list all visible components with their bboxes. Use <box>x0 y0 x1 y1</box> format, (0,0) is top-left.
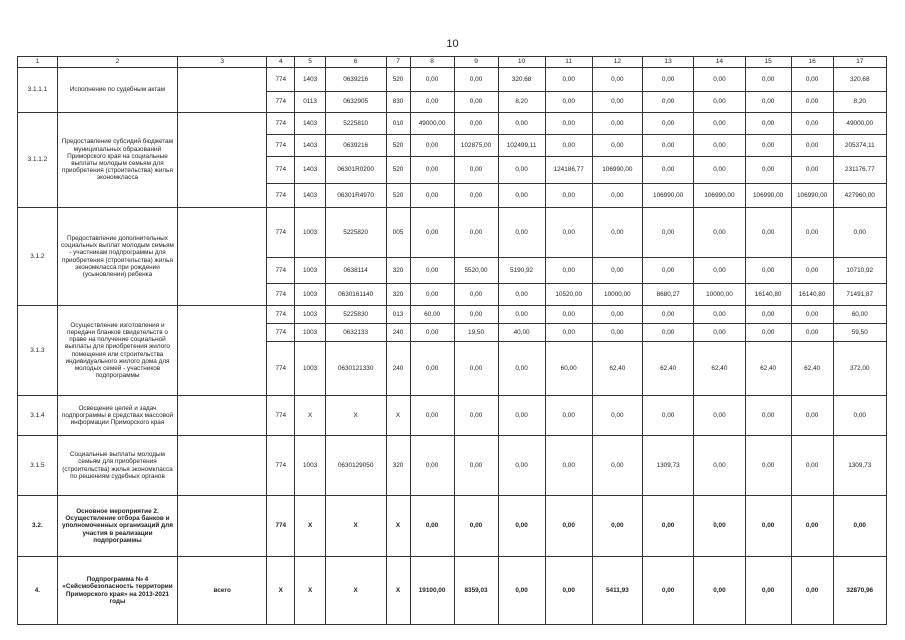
row-name: Предоставление субсидий бюджетам муниципальных образований Приморского края на социальные выплаты молодым семьям для приобретения (строительства) жилья экономкласса <box>57 113 177 208</box>
value-cell: 1003 <box>295 436 325 496</box>
value-cell: 774 <box>267 113 295 135</box>
value-cell: 240 <box>386 324 410 342</box>
row-name: Освещение целей и задач подпрограммы в средствах массовой информации Приморского края <box>57 396 177 436</box>
value-cell: 0,00 <box>545 68 592 92</box>
value-cell: 5520,00 <box>454 258 498 284</box>
value-cell: 19100,00 <box>410 557 454 625</box>
value-cell: 0632905 <box>325 92 386 113</box>
value-cell: X <box>295 557 325 625</box>
value-cell: 06301R4970 <box>325 184 386 208</box>
row-code: 3.1.1.1 <box>18 68 58 113</box>
row-source <box>178 436 267 496</box>
row-name: Социальные выплаты молодым семьям для приобретения (строительства) жилья экономкласса по решениям судебных органов <box>57 436 177 496</box>
value-cell: 0,00 <box>791 324 833 342</box>
row-code: 4. <box>18 557 58 625</box>
value-cell: 520 <box>386 157 410 184</box>
value-cell: 71491,87 <box>833 284 886 306</box>
value-cell: 5225820 <box>325 208 386 258</box>
header-cell: 8 <box>410 57 454 68</box>
value-cell: X <box>295 396 325 436</box>
value-cell: 0,00 <box>545 184 592 208</box>
value-cell: 005 <box>386 208 410 258</box>
value-cell: 1309,73 <box>642 436 693 496</box>
value-cell: 10000,00 <box>694 284 745 306</box>
table-row <box>18 113 887 135</box>
value-cell: 1403 <box>295 184 325 208</box>
value-cell: 0,00 <box>791 68 833 92</box>
value-cell: 5225810 <box>325 113 386 135</box>
value-cell: 102875,00 <box>454 135 498 157</box>
value-cell: 0,00 <box>410 92 454 113</box>
value-cell: 5411,93 <box>592 557 642 625</box>
value-cell: 0,00 <box>791 157 833 184</box>
value-cell: 774 <box>267 324 295 342</box>
value-cell: 0,00 <box>745 135 791 157</box>
value-cell: 0,00 <box>642 396 693 436</box>
value-cell: 0639216 <box>325 68 386 92</box>
row-source <box>178 306 267 396</box>
row-source <box>178 113 267 208</box>
row-name: Предоставление дополнительных социальных выплат молодым семьям - участникам подпрограммы для приобретения (строительства) жилья экономкласса при рождении (усыновлении) ребенка <box>57 208 177 306</box>
value-cell: 205374,11 <box>833 135 886 157</box>
value-cell: 0,00 <box>498 208 545 258</box>
row-code: 3.1.4 <box>18 396 58 436</box>
value-cell: X <box>295 496 325 557</box>
value-cell: 0638114 <box>325 258 386 284</box>
value-cell: 0,00 <box>745 436 791 496</box>
value-cell: 0,00 <box>745 208 791 258</box>
value-cell: 06301R0200 <box>325 157 386 184</box>
value-cell: 32870,96 <box>833 557 886 625</box>
value-cell: 0,00 <box>545 496 592 557</box>
value-cell: 0630161140 <box>325 284 386 306</box>
header-cell: 7 <box>386 57 410 68</box>
value-cell: 830 <box>386 92 410 113</box>
header-cell: 9 <box>454 57 498 68</box>
value-cell: 0,00 <box>694 157 745 184</box>
header-cell: 15 <box>745 57 791 68</box>
value-cell: 0,00 <box>410 436 454 496</box>
value-cell: 0,00 <box>833 208 886 258</box>
value-cell: 0,00 <box>745 396 791 436</box>
value-cell: 0,00 <box>791 496 833 557</box>
value-cell: 0,00 <box>410 208 454 258</box>
value-cell: 1003 <box>295 208 325 258</box>
value-cell: 40,00 <box>498 324 545 342</box>
value-cell: 427960,00 <box>833 184 886 208</box>
header-cell: 17 <box>833 57 886 68</box>
value-cell: X <box>325 496 386 557</box>
header-cell: 10 <box>498 57 545 68</box>
table-row <box>18 496 887 557</box>
value-cell: 774 <box>267 284 295 306</box>
value-cell: 0,00 <box>592 496 642 557</box>
row-source <box>178 208 267 306</box>
value-cell: 0,00 <box>498 157 545 184</box>
value-cell: 0,00 <box>454 342 498 396</box>
value-cell: 0,00 <box>791 436 833 496</box>
value-cell: 62,40 <box>745 342 791 396</box>
value-cell: 0,00 <box>791 135 833 157</box>
value-cell: 1003 <box>295 284 325 306</box>
value-cell: 16140,80 <box>745 284 791 306</box>
value-cell: 0,00 <box>592 396 642 436</box>
value-cell: 0,00 <box>454 208 498 258</box>
value-cell: 520 <box>386 184 410 208</box>
value-cell: 0,00 <box>642 135 693 157</box>
value-cell: 1403 <box>295 113 325 135</box>
value-cell: 0,00 <box>642 557 693 625</box>
row-code: 3.2. <box>18 496 58 557</box>
value-cell: 0,00 <box>745 258 791 284</box>
value-cell: 0,00 <box>694 258 745 284</box>
value-cell: 1403 <box>295 68 325 92</box>
value-cell: 0630121330 <box>325 342 386 396</box>
value-cell: 0,00 <box>642 157 693 184</box>
value-cell: 10000,00 <box>592 284 642 306</box>
value-cell: 372,00 <box>833 342 886 396</box>
value-cell: 774 <box>267 157 295 184</box>
value-cell: 0,00 <box>498 306 545 324</box>
value-cell: 106990,00 <box>694 184 745 208</box>
header-cell: 16 <box>791 57 833 68</box>
value-cell: 106990,00 <box>592 157 642 184</box>
value-cell: 0,00 <box>410 496 454 557</box>
value-cell: 0,00 <box>642 208 693 258</box>
value-cell: 0639216 <box>325 135 386 157</box>
value-cell: 1309,73 <box>833 436 886 496</box>
value-cell: 0,00 <box>791 306 833 324</box>
value-cell: 774 <box>267 135 295 157</box>
value-cell: 0,00 <box>694 306 745 324</box>
value-cell: 0,00 <box>745 157 791 184</box>
value-cell: 0,00 <box>410 258 454 284</box>
value-cell: 62,40 <box>642 342 693 396</box>
header-cell: 2 <box>57 57 177 68</box>
value-cell: 62,40 <box>592 342 642 396</box>
row-code: 3.1.1.2 <box>18 113 58 208</box>
value-cell: 0,00 <box>410 157 454 184</box>
value-cell: 0,00 <box>592 258 642 284</box>
value-cell: 774 <box>267 436 295 496</box>
value-cell: 520 <box>386 135 410 157</box>
value-cell: 774 <box>267 496 295 557</box>
row-name: Осуществление изготовления и передачи бланков свидетельств о праве на получение социальной выплаты для приобретения жилого помещения или строительства индивидуального жилого дома для молодых семей - участников подпрограммы <box>57 306 177 396</box>
value-cell: 0,00 <box>833 396 886 436</box>
table-body <box>18 57 887 625</box>
value-cell: 0,00 <box>642 68 693 92</box>
value-cell: 0,00 <box>592 436 642 496</box>
value-cell: 0,00 <box>833 496 886 557</box>
value-cell: 774 <box>267 258 295 284</box>
value-cell: 774 <box>267 306 295 324</box>
table-row <box>18 557 887 625</box>
budget-table <box>17 56 887 625</box>
value-cell: 0,00 <box>694 135 745 157</box>
value-cell: 0,00 <box>791 113 833 135</box>
value-cell: 0,00 <box>498 557 545 625</box>
value-cell: 0,00 <box>545 113 592 135</box>
table-row <box>18 396 887 436</box>
value-cell: 0,00 <box>410 284 454 306</box>
header-cell: 13 <box>642 57 693 68</box>
row-source <box>178 68 267 113</box>
value-cell: 0,00 <box>498 342 545 396</box>
value-cell: 0,00 <box>410 396 454 436</box>
value-cell: 240 <box>386 342 410 396</box>
header-cell: 12 <box>592 57 642 68</box>
value-cell: 0630129050 <box>325 436 386 496</box>
table-row <box>18 436 887 496</box>
value-cell: 0,00 <box>410 342 454 396</box>
value-cell: X <box>386 496 410 557</box>
value-cell: 0,00 <box>454 184 498 208</box>
value-cell: 0,00 <box>454 396 498 436</box>
value-cell: 320,68 <box>833 68 886 92</box>
value-cell: 0,00 <box>545 92 592 113</box>
value-cell: 0,00 <box>592 306 642 324</box>
value-cell: 774 <box>267 342 295 396</box>
value-cell: 0,00 <box>745 92 791 113</box>
value-cell: 013 <box>386 306 410 324</box>
value-cell: 0,00 <box>592 92 642 113</box>
value-cell: 0,00 <box>745 68 791 92</box>
value-cell: 320 <box>386 258 410 284</box>
value-cell: 0,00 <box>745 557 791 625</box>
value-cell: 16140,80 <box>791 284 833 306</box>
table-row <box>18 306 887 324</box>
value-cell: 774 <box>267 396 295 436</box>
value-cell: 0,00 <box>498 184 545 208</box>
value-cell: 8680,27 <box>642 284 693 306</box>
value-cell: 1403 <box>295 135 325 157</box>
value-cell: 0,00 <box>791 92 833 113</box>
header-cell: 1 <box>18 57 58 68</box>
value-cell: 0,00 <box>694 92 745 113</box>
value-cell: 49000,00 <box>410 113 454 135</box>
value-cell: 124186,77 <box>545 157 592 184</box>
value-cell: 106990,00 <box>745 184 791 208</box>
row-source <box>178 396 267 436</box>
row-code: 3.1.2 <box>18 208 58 306</box>
value-cell: 0,00 <box>592 135 642 157</box>
value-cell: 60,00 <box>545 342 592 396</box>
value-cell: 0,00 <box>642 306 693 324</box>
value-cell: 1003 <box>295 306 325 324</box>
header-cell: 3 <box>178 57 267 68</box>
value-cell: 0,00 <box>454 284 498 306</box>
value-cell: 0,00 <box>642 324 693 342</box>
value-cell: 0,00 <box>694 396 745 436</box>
value-cell: 0,00 <box>498 396 545 436</box>
value-cell: 106990,00 <box>791 184 833 208</box>
value-cell: 774 <box>267 92 295 113</box>
row-name: Основное мероприятие 2. Осуществление отбора банков и уполномоченных организаций для участия в реализации подпрограммы <box>57 496 177 557</box>
row-code: 3.1.3 <box>18 306 58 396</box>
value-cell: 1003 <box>295 324 325 342</box>
value-cell: 0,00 <box>545 208 592 258</box>
value-cell: 0,00 <box>592 68 642 92</box>
header-row <box>18 57 887 68</box>
value-cell: 0,00 <box>410 184 454 208</box>
value-cell: 0,00 <box>454 113 498 135</box>
value-cell: 774 <box>267 184 295 208</box>
value-cell: 0,00 <box>791 396 833 436</box>
value-cell: 10710,92 <box>833 258 886 284</box>
row-name: Подпрограмма № 4 «Сейсмобезопасность территории Приморского края» на 2013-2021 годы <box>57 557 177 625</box>
value-cell: 0,00 <box>454 68 498 92</box>
row-source <box>178 496 267 557</box>
row-code: 3.1.5 <box>18 436 58 496</box>
value-cell: 320 <box>386 436 410 496</box>
value-cell: 0,00 <box>694 113 745 135</box>
value-cell: 774 <box>267 68 295 92</box>
value-cell: 0,00 <box>694 557 745 625</box>
value-cell: 0,00 <box>745 113 791 135</box>
value-cell: 0,00 <box>454 436 498 496</box>
value-cell: 0,00 <box>642 113 693 135</box>
value-cell: 0,00 <box>454 92 498 113</box>
table-row <box>18 68 887 92</box>
value-cell: 0,00 <box>545 258 592 284</box>
value-cell: 19,50 <box>454 324 498 342</box>
value-cell: 1403 <box>295 157 325 184</box>
value-cell: 49000,00 <box>833 113 886 135</box>
value-cell: 0,00 <box>694 208 745 258</box>
value-cell: 0,00 <box>498 113 545 135</box>
value-cell: 0,00 <box>642 496 693 557</box>
value-cell: 8,20 <box>498 92 545 113</box>
value-cell: 010 <box>386 113 410 135</box>
value-cell: 0,00 <box>694 436 745 496</box>
value-cell: 0,00 <box>745 306 791 324</box>
value-cell: 0113 <box>295 92 325 113</box>
value-cell: 0,00 <box>545 135 592 157</box>
value-cell: 0,00 <box>498 496 545 557</box>
value-cell: 0,00 <box>592 324 642 342</box>
value-cell: 8359,03 <box>454 557 498 625</box>
value-cell: 5190,92 <box>498 258 545 284</box>
value-cell: X <box>325 557 386 625</box>
header-cell: 14 <box>694 57 745 68</box>
value-cell: 59,50 <box>833 324 886 342</box>
value-cell: 0,00 <box>791 557 833 625</box>
value-cell: 0,00 <box>410 68 454 92</box>
value-cell: 0,00 <box>545 306 592 324</box>
value-cell: 0,00 <box>454 496 498 557</box>
value-cell: 62,40 <box>791 342 833 396</box>
value-cell: 0,00 <box>694 496 745 557</box>
value-cell: 102499,11 <box>498 135 545 157</box>
value-cell: 320,68 <box>498 68 545 92</box>
value-cell: 1003 <box>295 258 325 284</box>
value-cell: 0,00 <box>745 324 791 342</box>
value-cell: 0,00 <box>410 324 454 342</box>
value-cell: 0,00 <box>545 557 592 625</box>
header-cell: 5 <box>295 57 325 68</box>
value-cell: X <box>386 557 410 625</box>
value-cell: 0,00 <box>642 258 693 284</box>
value-cell: 0,00 <box>545 324 592 342</box>
value-cell: 0,00 <box>545 396 592 436</box>
value-cell: 8,20 <box>833 92 886 113</box>
value-cell: 320 <box>386 284 410 306</box>
value-cell: 774 <box>267 208 295 258</box>
value-cell: 0,00 <box>410 135 454 157</box>
value-cell: 62,40 <box>694 342 745 396</box>
value-cell: 0632133 <box>325 324 386 342</box>
value-cell: 0,00 <box>592 113 642 135</box>
value-cell: 0,00 <box>592 208 642 258</box>
value-cell: 10520,00 <box>545 284 592 306</box>
header-cell: 11 <box>545 57 592 68</box>
value-cell: 0,00 <box>642 92 693 113</box>
value-cell: 0,00 <box>791 208 833 258</box>
value-cell: 0,00 <box>498 284 545 306</box>
header-cell: 6 <box>325 57 386 68</box>
row-source: всего <box>178 557 267 625</box>
value-cell: 0,00 <box>694 68 745 92</box>
header-cell: 4 <box>267 57 295 68</box>
value-cell: X <box>267 557 295 625</box>
row-name: Исполнение по судебным актам <box>57 68 177 113</box>
value-cell: 0,00 <box>592 184 642 208</box>
value-cell: 0,00 <box>745 496 791 557</box>
value-cell: 520 <box>386 68 410 92</box>
value-cell: X <box>325 396 386 436</box>
value-cell: 0,00 <box>498 436 545 496</box>
value-cell: 60,00 <box>410 306 454 324</box>
value-cell: 5225830 <box>325 306 386 324</box>
value-cell: 0,00 <box>694 324 745 342</box>
value-cell: 0,00 <box>545 436 592 496</box>
value-cell: 1003 <box>295 342 325 396</box>
value-cell: 0,00 <box>454 157 498 184</box>
value-cell: 60,00 <box>833 306 886 324</box>
page-number: 10 <box>446 38 459 50</box>
value-cell: 231176,77 <box>833 157 886 184</box>
value-cell: 0,00 <box>791 258 833 284</box>
table-row <box>18 208 887 258</box>
value-cell: 106990,00 <box>642 184 693 208</box>
value-cell: 0,00 <box>454 306 498 324</box>
value-cell: X <box>386 396 410 436</box>
